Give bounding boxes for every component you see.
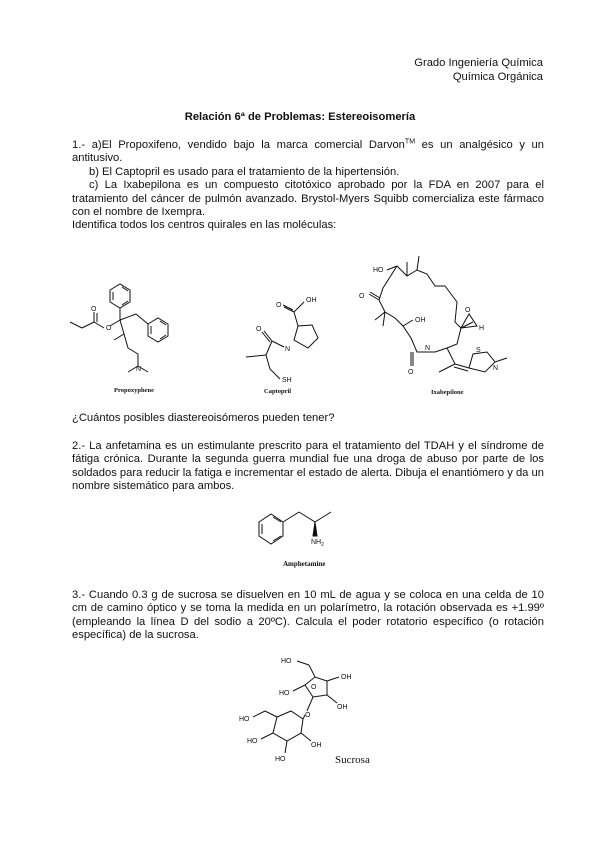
ixabepilone-h-label: H: [479, 325, 485, 332]
question-1: [72, 139, 544, 233]
ixabepilone-thiazole-n: N: [493, 365, 499, 372]
sucrose-fructose-o: O: [311, 684, 317, 691]
ixabepilone-n-label: N: [425, 345, 431, 352]
amphetamine-structure: [255, 500, 365, 570]
ixabepilone-macrocycle: [379, 266, 461, 352]
question-1b: b) El Captopril es usado para el tratamiento de la hipertensión.: [89, 165, 400, 178]
ixabepilone-epoxide: [461, 314, 477, 328]
question-3: 3.- Cuando 0.3 g de sucrosa se disuelven en 10 mL de agua y se coloca en una celda de 10 cm de camino óptico y se toma la medida en un polarímetro, la rotación observada es +1.99º (empleando la línea D del sodio a 20ºC). Calcula el poder rotatorio específico (o rotación específica) de la sucrosa.: [72, 589, 544, 642]
propoxyphene-o-label: O: [106, 325, 112, 332]
propoxyphene-n-label: N: [136, 366, 142, 373]
header: [414, 56, 543, 84]
ixabepilone-epoxide-o: O: [465, 307, 471, 314]
captopril-n-label: N: [285, 346, 291, 353]
ixabepilone-oh-label: OH: [415, 317, 426, 324]
ixabepilone-caption: Ixabepilone: [431, 389, 464, 396]
sucrose-structure: [235, 655, 385, 770]
question-1-diastereomers: ¿Cuántos posibles diastereoisómeros pueden tener?: [72, 412, 335, 424]
page-title: Relación 6ª de Problemas: Estereoisomería: [184, 111, 416, 123]
question-2: 2.- La anfetamina es un estimulante prescrito para el tratamiento del TDAH y el síndrome de fátiga crónica. Durante la segunda guerra mundial fue una droga de abuso por parte de los soldados para reducir la fatiga e incrementar el estado de alerta. Dibuja el enantiómero y da un nombre sistemático para ambos.: [72, 440, 544, 493]
ixabepilone-ho-label: HO: [373, 267, 384, 274]
propoxyphene-carbonyl-o: O: [91, 306, 97, 313]
header-subject: Química Orgánica: [452, 71, 543, 83]
ixabepilone-thiazole-s: S: [476, 347, 481, 354]
propoxyphene-structure: [66, 280, 196, 395]
amphetamine-nh2-label: $NH_2$: [311, 539, 324, 548]
sucrose-oh-4: HO: [279, 690, 290, 697]
sucrose-oh-3: OH: [337, 704, 348, 711]
sucrose-oh-6: HO: [247, 738, 258, 745]
captopril-sh-label: SH: [282, 377, 292, 384]
question-1-instruction: Identifica todos los centros quirales en las moléculas:: [72, 219, 337, 232]
propoxyphene-caption: Propoxyphene: [114, 387, 154, 394]
sucrose-oh-7: HO: [275, 756, 286, 763]
ixabepilone-ketone-o: O: [359, 293, 365, 300]
amphetamine-caption: Amphetamine: [283, 560, 326, 568]
sucrose-oh-2: OH: [341, 674, 352, 681]
question-1c: c) La Ixabepilona es un compuesto citotóxico aprobado por la FDA en 2007 para el tratamiento del cáncer de pulmón avanzado. Brystol-Myers Squibb comercializa este fármaco con el nombre de Ixempra.: [72, 179, 544, 219]
ixabepilone-structure: [359, 248, 545, 398]
sucrose-oh-5: HO: [239, 716, 250, 723]
sucrose-caption: Sucrosa: [335, 754, 370, 766]
amphetamine-wedge-bond: [313, 522, 317, 536]
sucrose-oh-1: HO: [281, 658, 292, 665]
captopril-oh-label: OH: [306, 297, 317, 304]
captopril-structure: [228, 285, 338, 395]
header-degree: Grado Ingeniería Química: [414, 57, 543, 69]
ixabepilone-amide-o: O: [408, 369, 414, 376]
amphetamine-phenyl-ring: [259, 514, 283, 544]
sucrose-oh-8: OH: [311, 742, 322, 749]
captopril-amide-o: O: [256, 326, 262, 333]
captopril-acid-o: O: [276, 302, 282, 309]
sucrose-glycosidic-o: O: [305, 712, 311, 719]
question-1a: 1.- a)El Propoxifeno, vendido bajo la marca comercial Darvon™ es un analgésico y un antitusivo.: [72, 138, 544, 165]
ixabepilone-thiazole-ring: [469, 352, 495, 372]
captopril-pyrrolidine-ring: [294, 325, 318, 348]
sucrose-glucose-ring: [273, 711, 303, 741]
captopril-caption: Captopril: [264, 388, 292, 395]
